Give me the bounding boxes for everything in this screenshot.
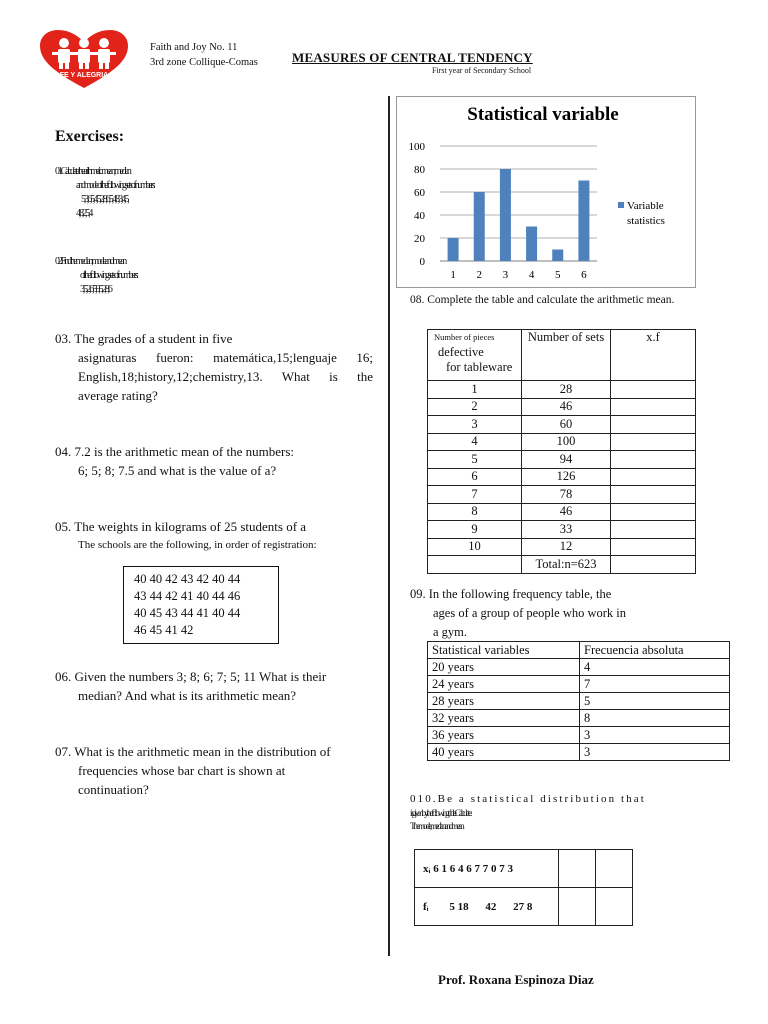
table-row: 20 years 4: [428, 659, 730, 676]
table-row: 4 100: [428, 433, 696, 451]
header-frequency: Frecuencia absoluta: [580, 642, 730, 659]
chart-title: Statistical variable: [467, 104, 619, 125]
exercise-07: 07. What is the arithmetic mean in the distribution of frequencies whose bar chart is shown at continuation?: [55, 744, 331, 797]
table-row: 9 33: [428, 521, 696, 539]
page-title: MEASURES OF CENTRAL TENDENCY: [292, 50, 533, 65]
bar-2: [474, 192, 485, 261]
x-tick-label: 1: [450, 269, 456, 281]
table-total-row: [428, 556, 696, 574]
bar-3: [500, 169, 511, 261]
exercise-06: 06. Given the numbers 3; 8; 6; 7; 5; 11 What is their median? And what is its arithmetic mean?: [55, 669, 327, 703]
table-row: 2 46: [428, 398, 696, 416]
exercise-02: 02.Find the median, mode and mean of the following sets of numbers: 3, 5, 2, 6, 5, 9, 5, 2, 8, 6: [55, 256, 137, 295]
legend-swatch: [618, 202, 624, 208]
bar-1: [448, 238, 459, 261]
bar-6: [578, 181, 589, 262]
y-tick-label: 20: [414, 233, 425, 245]
table-row: 1 28: [428, 381, 696, 399]
school-info: [150, 40, 258, 70]
x-values: xᵢ 6 1 6 4 6 7 7 0 7 3: [415, 850, 559, 888]
table-row: 28 years 5: [428, 693, 730, 710]
x-tick-label: 3: [502, 269, 509, 281]
table-row: 6 126: [428, 468, 696, 486]
exercise-10-text: is given by the following table. Calculate: The mode, median and mean: [410, 809, 471, 832]
table-row: 8 46: [428, 503, 696, 521]
x-tick-label: 2: [476, 269, 482, 281]
y-tick-label: 100: [408, 141, 425, 153]
exercise-05: 05. The weights in kilograms of 25 students of a The schools are the following, in order of registration:: [55, 519, 317, 551]
total-cell: Total:n=623: [522, 556, 611, 574]
y-tick-label: 60: [414, 187, 425, 199]
table-exercise-10: [414, 849, 633, 926]
bar-4: [526, 227, 537, 262]
table-row: 32 years 8: [428, 710, 730, 727]
table-row: 5 94: [428, 451, 696, 469]
table-row: 10 12: [428, 538, 696, 556]
exercises-heading: Exercises:: [55, 128, 125, 145]
y-tick-label: 0: [419, 256, 425, 268]
header-variable: Statistical variables: [428, 642, 580, 659]
f-values: fᵢ 5 18 42 27 8: [415, 888, 559, 926]
weights-box: 40 40 42 43 42 40 44 43 44 42 41 40 44 46 40 45 43 44 41 40 44 46 45 41 42: [123, 566, 279, 644]
x-tick-label: 6: [581, 269, 587, 281]
svg-text:FE Y ALEGRIA: FE Y ALEGRIA: [59, 72, 109, 79]
bar-chart-frame: [396, 96, 696, 288]
exercise-01: 01.Calculate the arithmetic mean, median and mode of the following sets of numbers: 5, 3, 6, 5, 4, 5, 2, 8, 6, 5, 4, 8, 3, 4, 5, 4, 8, 2, 5, 4: [55, 166, 154, 219]
header-sets: Number of sets: [522, 330, 611, 381]
table-row: 24 years 7: [428, 676, 730, 693]
fe-y-alegria-logo: [38, 30, 130, 90]
bar-chart: [397, 97, 695, 287]
table-header-row: [428, 330, 696, 381]
x-tick-label: 4: [528, 269, 535, 281]
legend-label-2: statistics: [627, 215, 665, 227]
exercise-03: 03. The grades of a student in five asignaturas fueron: matemática,15;lenguaje 16; English,18;history,12;chemistry,13. What is the average rating?: [55, 331, 373, 403]
legend-label: Variable: [627, 200, 664, 212]
table-row: 7 78: [428, 486, 696, 504]
table-exercise-09: [427, 641, 730, 761]
table-row: 40 years 3: [428, 744, 730, 761]
table-row-x: [415, 850, 633, 888]
exercise-09: 09. In the following frequency table, the ages of a group of people who work in a gym.: [410, 587, 627, 639]
exercise-10-title: 010.Be a statistical distribution that: [410, 793, 646, 805]
bar-5: [552, 250, 563, 262]
exercise-04: 04. 7.2 is the arithmetic mean of the numbers: 6; 5; 8; 7.5 and what is the value of a?: [55, 444, 294, 478]
header-xf: x.f: [611, 330, 696, 381]
table-row-f: [415, 888, 633, 926]
column-divider: [388, 96, 390, 956]
table-header-row: [428, 642, 730, 659]
page-subtitle: First year of Secondary School: [432, 66, 532, 75]
table-row: 36 years 3: [428, 727, 730, 744]
table-row: 3 60: [428, 416, 696, 434]
table-exercise-08: [427, 329, 696, 574]
y-tick-label: 40: [414, 210, 425, 222]
y-tick-label: 80: [414, 164, 425, 176]
school-name: Faith and Joy No. 11: [150, 42, 238, 53]
teacher-name: Prof. Roxana Espinoza Diaz: [438, 972, 594, 987]
header-pieces: Number of pieces defective for tableware: [428, 330, 522, 381]
x-tick-label: 5: [555, 269, 561, 281]
exercise-08: 08. Complete the table and calculate the arithmetic mean.: [410, 294, 675, 306]
school-zone: 3rd zone Collique-Comas: [150, 57, 258, 68]
